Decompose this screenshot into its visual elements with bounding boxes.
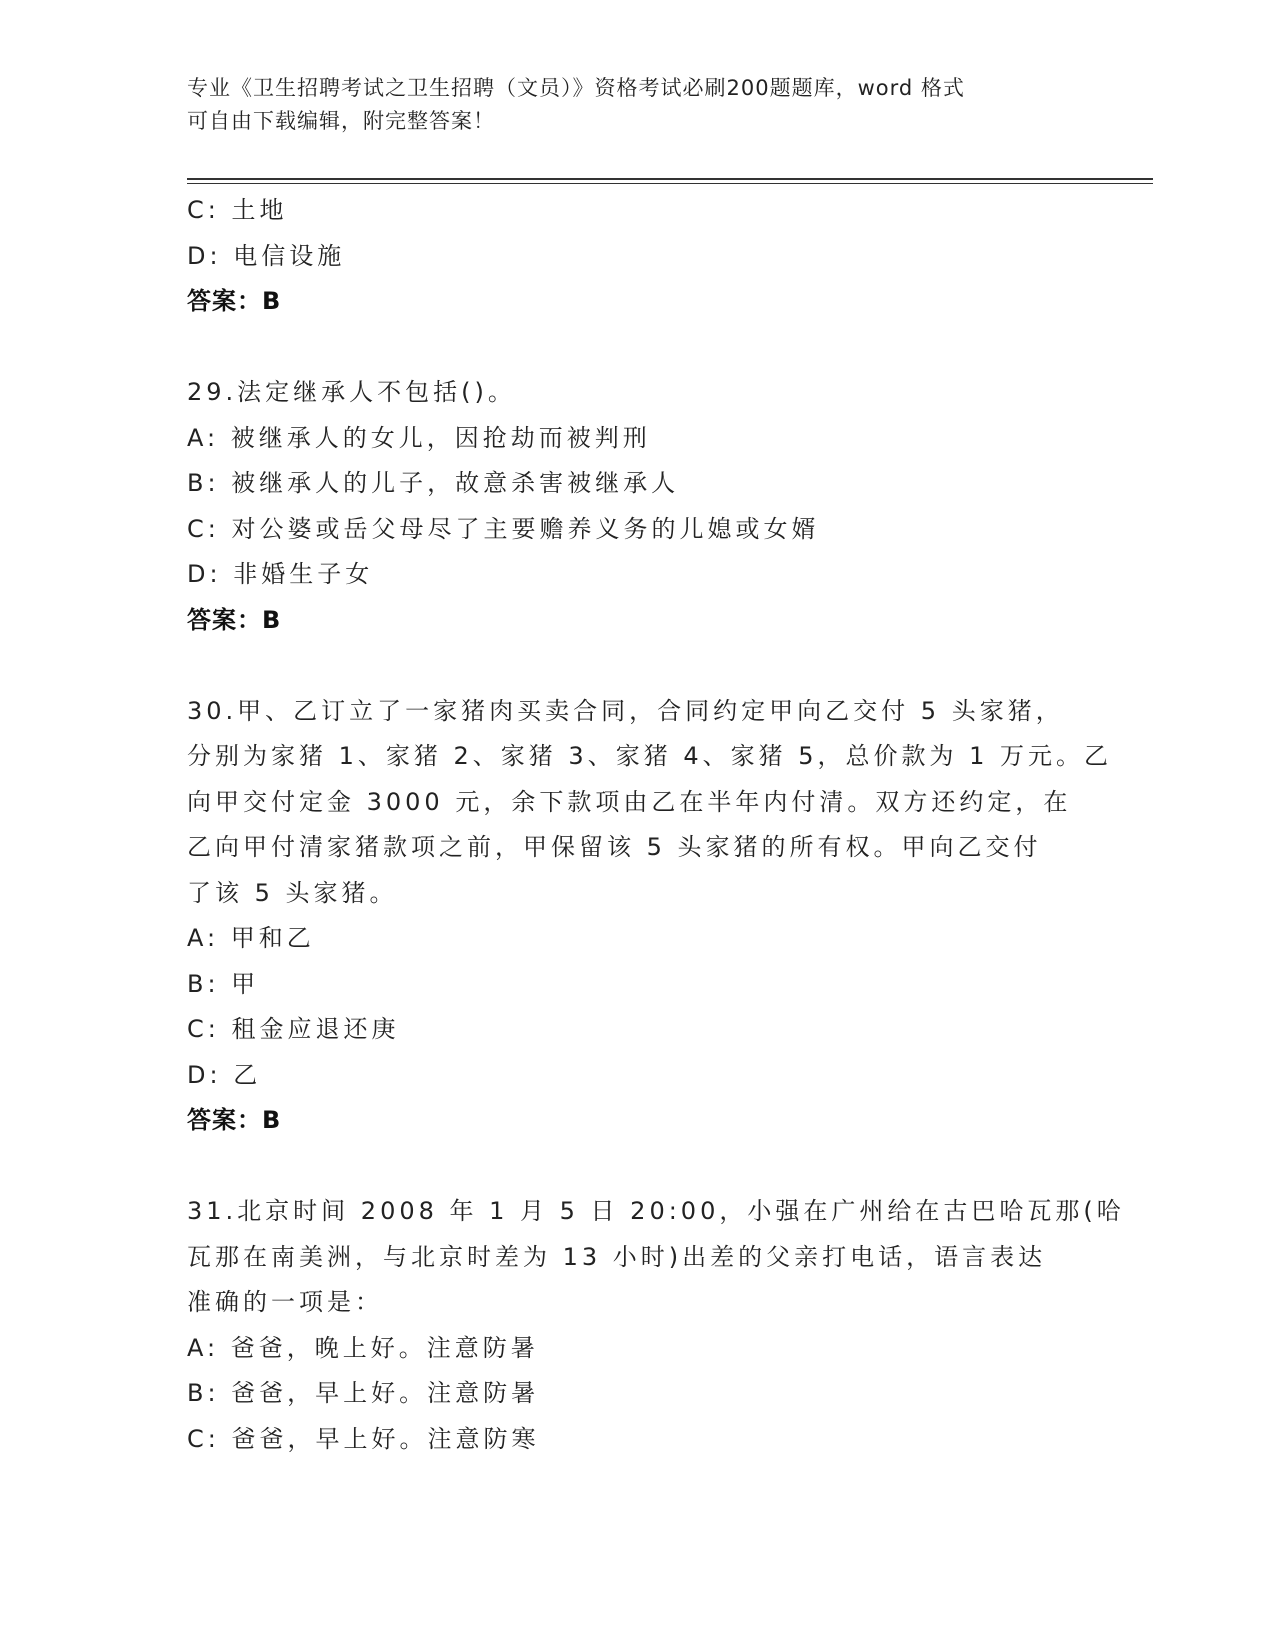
question-list [187,188,1125,1462]
option-a: A: 被继承人的女儿，因抢劫而被判刑 [187,423,651,452]
option-c: C: 对公婆或岳父母尽了主要赡养义务的儿媳或女婿 [187,514,820,543]
question-29 [187,370,1087,643]
option-d: D: 电信设施 [187,241,346,270]
question-stem-line: 了该 5 头家猪。 [187,878,398,907]
option-a: A: 爸爸，晚上好。注意防暑 [187,1333,539,1362]
question-30 [187,689,1113,1144]
header-line-1: 专业《卫生招聘考试之卫生招聘（文员）》资格考试必刷200题题库，word 格式 [187,76,965,100]
option-c: C: 爸爸，早上好。注意防寒 [187,1424,540,1453]
option-c: C: 土地 [187,196,288,224]
spacer [187,1144,1087,1190]
question-28-tail [187,188,1087,325]
option-b: B: 甲 [187,969,260,998]
question-stem-line: 准确的一项是： [187,1288,383,1316]
question-stem-line: 31.北京时间 2008 年 1 月 5 日 20:00，小强在广州给在古巴哈瓦那(哈 [187,1197,1125,1225]
question-stem-line: 分别为家猪 1、家猪 2、家猪 3、家猪 4、家猪 5，总价款为 1 万元。乙 [187,742,1113,770]
spacer [187,643,1087,689]
option-d: D: 非婚生子女 [187,560,374,588]
header-line-2: 可自由下载编辑，附完整答案！ [187,109,495,133]
option-d: D: 乙 [187,1060,262,1089]
answer-line: 答案：B [187,287,282,315]
header-rule-thin [187,183,1153,184]
question-stem: 29.法定继承人不包括()。 [187,378,516,406]
question-stem-line: 瓦那在南美洲，与北京时差为 13 小时)出差的父亲打电话，语言表达 [187,1242,1047,1271]
question-stem-line: 30.甲、乙订立了一家猪肉买卖合同，合同约定甲向乙交付 5 头家猪， [187,696,1064,725]
option-c: C: 租金应退还庚 [187,1015,400,1043]
document-header [187,72,1087,138]
answer-line: 答案：B [187,605,282,634]
spacer [187,325,1087,371]
answer-line: 答案：B [187,1106,282,1134]
question-31 [187,1189,1125,1462]
header-rule [187,178,1153,180]
question-stem-line: 乙向甲付清家猪款项之前，甲保留该 5 头家猪的所有权。甲向乙交付 [187,833,1042,861]
question-stem-line: 向甲交付定金 3000 元，余下款项由乙在半年内付清。双方还约定，在 [187,787,1072,816]
option-b: B: 被继承人的儿子，故意杀害被继承人 [187,469,680,497]
option-a: A: 甲和乙 [187,924,315,952]
option-b: B: 爸爸，早上好。注意防暑 [187,1379,540,1407]
